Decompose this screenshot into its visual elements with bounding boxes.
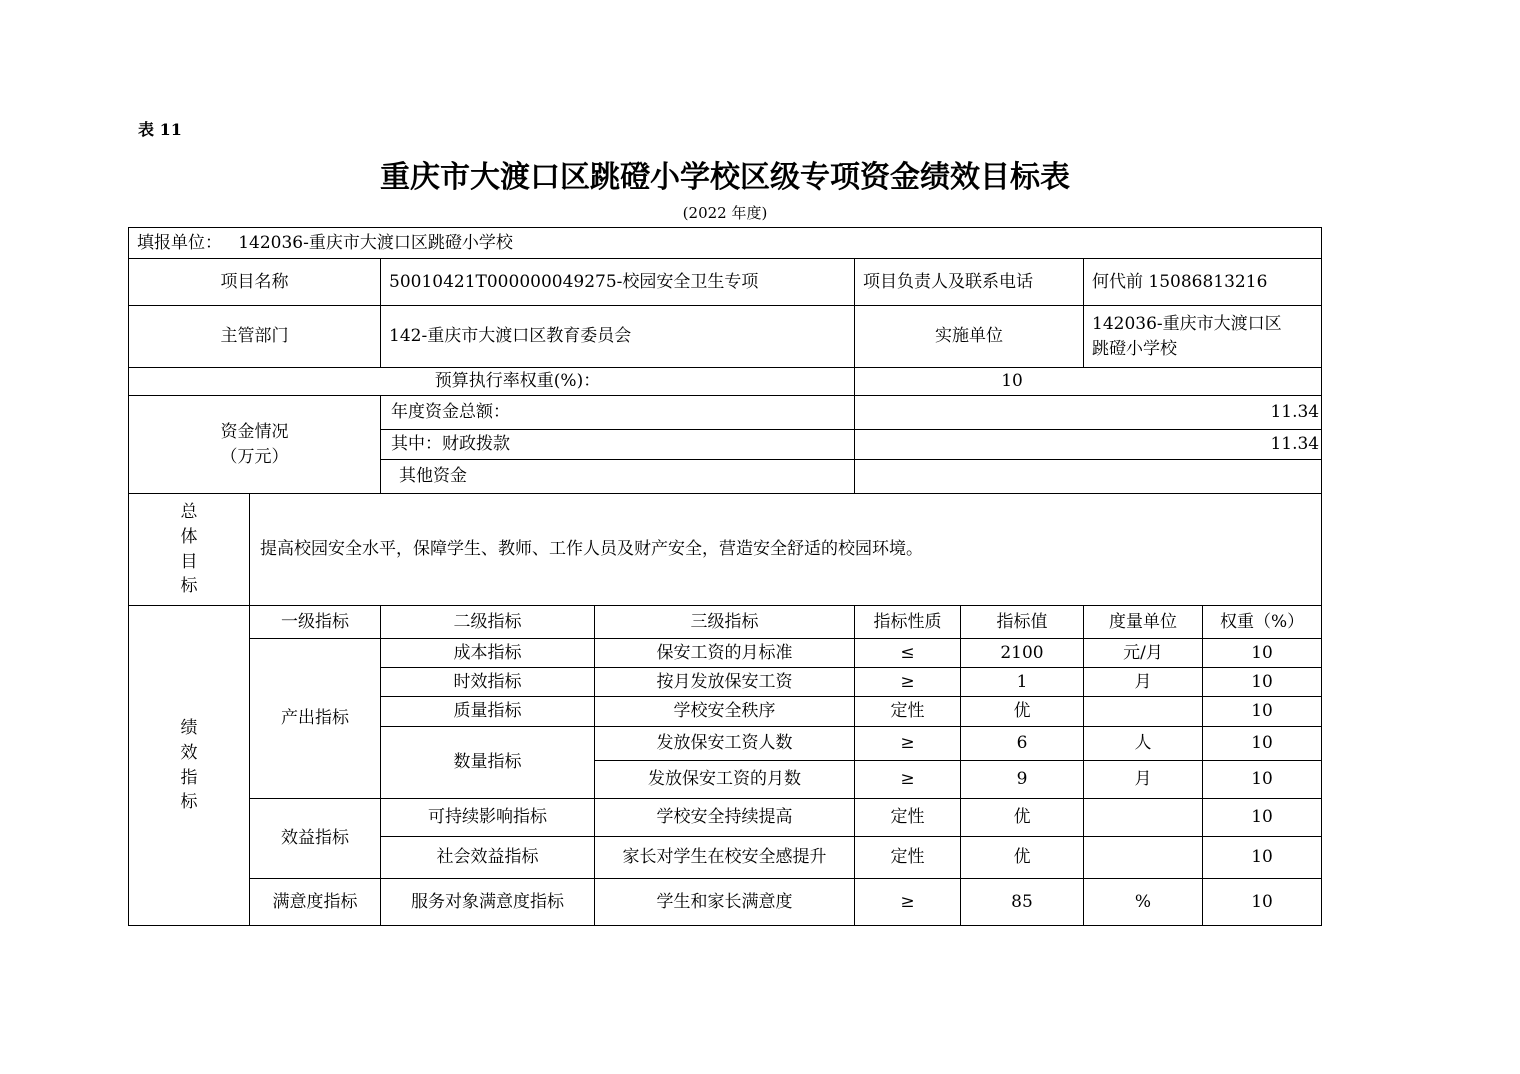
fill-unit-row	[129, 228, 1322, 259]
budget-rate-value: 10	[855, 368, 1322, 396]
table-row	[129, 799, 1322, 837]
leader-value: 何代前 15086813216	[1084, 259, 1322, 306]
weight-cell: 10	[1203, 837, 1322, 879]
header-level3: 三级指标	[595, 606, 855, 639]
overall-goal-label	[129, 494, 250, 606]
implementing-unit-line1: 142036-重庆市大渡口区	[1092, 313, 1282, 334]
level1-output: 产出指标	[250, 639, 381, 799]
unit-cell: 月	[1084, 668, 1203, 697]
performance-target-table	[128, 227, 1322, 926]
unit-cell: 人	[1084, 727, 1203, 761]
level2-quality: 质量指标	[381, 697, 595, 727]
weight-cell: 10	[1203, 668, 1322, 697]
level3-cell: 发放保安工资人数	[595, 727, 855, 761]
level2-cost: 成本指标	[381, 639, 595, 668]
value-cell: 85	[961, 879, 1084, 926]
table-row	[129, 639, 1322, 668]
unit-cell	[1084, 837, 1203, 879]
overall-goal-char: 标	[180, 576, 198, 597]
overall-goal-char: 目	[180, 551, 198, 572]
weight-cell: 10	[1203, 879, 1322, 926]
indicators-char: 效	[180, 742, 198, 763]
level2-service: 服务对象满意度指标	[381, 879, 595, 926]
funds-total-row	[129, 396, 1322, 430]
nature-cell: 定性	[855, 697, 961, 727]
value-cell: 2100	[961, 639, 1084, 668]
overall-goal-text: 提高校园安全水平，保障学生、教师、工作人员及财产安全，营造安全舒适的校园环境。	[250, 494, 1322, 606]
project-name-row	[129, 259, 1322, 306]
header-nature: 指标性质	[855, 606, 961, 639]
project-name-value: 50010421T000000049275-校园安全卫生专项	[381, 259, 855, 306]
nature-cell: ≤	[855, 639, 961, 668]
overall-goal-char: 总	[180, 502, 198, 523]
nature-cell: ≥	[855, 879, 961, 926]
budget-rate-label: 预算执行率权重(%)：	[129, 368, 855, 396]
value-cell: 9	[961, 761, 1084, 799]
level3-cell: 家长对学生在校安全感提升	[595, 837, 855, 879]
table-row	[129, 879, 1322, 926]
leader-label: 项目负责人及联系电话	[855, 259, 1084, 306]
weight-cell: 10	[1203, 697, 1322, 727]
level3-cell: 学校安全秩序	[595, 697, 855, 727]
weight-cell: 10	[1203, 639, 1322, 668]
indicators-char: 指	[180, 767, 198, 788]
table-number: 表 11	[138, 120, 182, 139]
department-row	[129, 306, 1322, 368]
level2-social: 社会效益指标	[381, 837, 595, 879]
overall-goal-char: 体	[180, 526, 198, 547]
implementing-unit-line2: 跳磴小学校	[1092, 338, 1177, 359]
weight-cell: 10	[1203, 727, 1322, 761]
funds-label-line2: （万元）	[220, 446, 289, 467]
fill-unit-cell	[129, 228, 1322, 259]
overall-goal-row	[129, 494, 1322, 606]
funds-fiscal-label: 其中：财政拨款	[381, 430, 855, 460]
fill-unit-value: 142036-重庆市大渡口区跳磴小学校	[238, 232, 513, 253]
level3-cell: 学生和家长满意度	[595, 879, 855, 926]
implementing-unit-value	[1084, 306, 1322, 368]
funds-fiscal-value: 11.34	[855, 430, 1322, 460]
nature-cell: ≥	[855, 727, 961, 761]
level3-cell: 发放保安工资的月数	[595, 761, 855, 799]
weight-cell: 10	[1203, 799, 1322, 837]
department-value: 142-重庆市大渡口区教育委员会	[381, 306, 855, 368]
level3-cell: 学校安全持续提高	[595, 799, 855, 837]
funds-label-line1: 资金情况	[220, 421, 289, 442]
nature-cell: ≥	[855, 761, 961, 799]
level3-cell: 按月发放保安工资	[595, 668, 855, 697]
document-year: (2022 年度)	[682, 204, 768, 222]
header-unit: 度量单位	[1084, 606, 1203, 639]
value-cell: 6	[961, 727, 1084, 761]
indicators-char: 绩	[180, 718, 198, 739]
level2-time: 时效指标	[381, 668, 595, 697]
header-value: 指标值	[961, 606, 1084, 639]
unit-cell	[1084, 697, 1203, 727]
weight-cell: 10	[1203, 761, 1322, 799]
indicators-label	[129, 606, 250, 926]
value-cell: 1	[961, 668, 1084, 697]
header-weight: 权重（%）	[1203, 606, 1322, 639]
funds-total-label: 年度资金总额：	[381, 396, 855, 430]
header-level2: 二级指标	[381, 606, 595, 639]
value-cell: 优	[961, 837, 1084, 879]
nature-cell: 定性	[855, 799, 961, 837]
nature-cell: ≥	[855, 668, 961, 697]
header-level1: 一级指标	[250, 606, 381, 639]
funds-label	[129, 396, 381, 494]
level2-quantity: 数量指标	[381, 727, 595, 799]
level1-satisfaction: 满意度指标	[250, 879, 381, 926]
value-cell: 优	[961, 697, 1084, 727]
department-label: 主管部门	[129, 306, 381, 368]
level3-cell: 保安工资的月标准	[595, 639, 855, 668]
project-name-label: 项目名称	[129, 259, 381, 306]
level2-sustain: 可持续影响指标	[381, 799, 595, 837]
nature-cell: 定性	[855, 837, 961, 879]
implementing-unit-label: 实施单位	[855, 306, 1084, 368]
indicators-char: 标	[180, 792, 198, 813]
unit-cell: 月	[1084, 761, 1203, 799]
unit-cell: 元/月	[1084, 639, 1203, 668]
funds-other-label: 其他资金	[381, 460, 855, 494]
funds-other-value	[855, 460, 1322, 494]
budget-rate-row	[129, 368, 1322, 396]
unit-cell: %	[1084, 879, 1203, 926]
level1-benefit: 效益指标	[250, 799, 381, 879]
indicator-header-row	[129, 606, 1322, 639]
funds-total-value: 11.34	[855, 396, 1322, 430]
value-cell: 优	[961, 799, 1084, 837]
fill-unit-label: 填报单位：	[137, 232, 222, 253]
document-title: 重庆市大渡口区跳磴小学校区级专项资金绩效目标表	[380, 160, 1070, 195]
unit-cell	[1084, 799, 1203, 837]
